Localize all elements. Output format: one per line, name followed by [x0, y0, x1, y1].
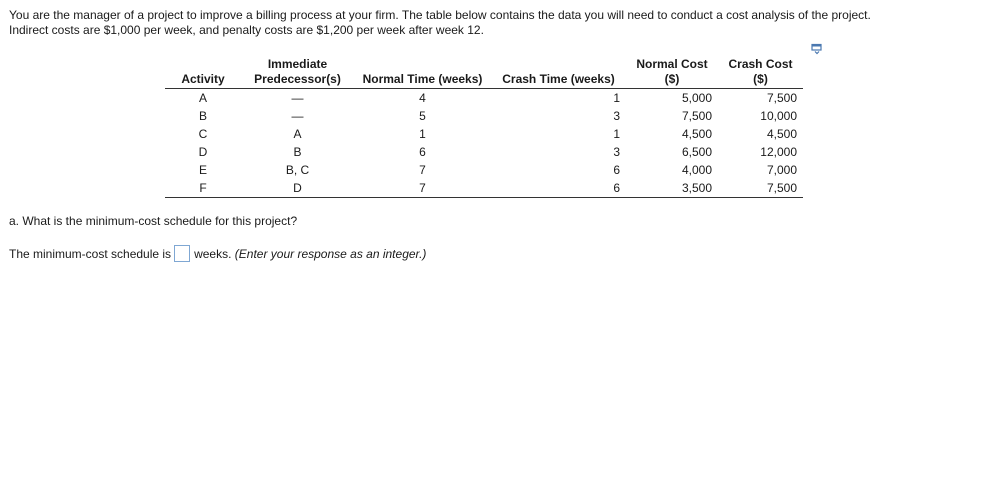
cell-crash-time: 6: [613, 181, 620, 195]
cell-normal-cost: 4,000: [681, 163, 712, 177]
table-row: [165, 125, 803, 143]
cell-activity: B: [198, 109, 207, 123]
cell-crash-time: 3: [613, 109, 620, 123]
cell-activity: A: [198, 91, 207, 105]
cell-crash-cost: 12,000: [760, 145, 797, 159]
answer-hint: (Enter your response as an integer.): [234, 246, 427, 261]
cell-normal-cost: 7,500: [681, 109, 712, 123]
cell-normal-time: 7: [419, 181, 426, 195]
expand-table-icon[interactable]: [811, 43, 823, 55]
cell-crash-cost: 10,000: [760, 109, 797, 123]
cell-normal-time: 4: [419, 91, 426, 105]
cell-normal-time: 1: [419, 127, 426, 141]
header-activity: Activity: [181, 72, 225, 86]
table-header-row: [165, 57, 803, 89]
intro-line-1: You are the manager of a project to improve a billing process at your firm. The table below contains the data you will need to conduct a cost analysis of the project.: [9, 8, 871, 22]
cell-normal-cost: 3,500: [681, 181, 712, 195]
table-row: [165, 179, 803, 198]
answer-prefix: The minimum-cost schedule is: [9, 246, 172, 261]
cell-activity: D: [198, 145, 208, 159]
table-row: [165, 107, 803, 125]
cell-crash-cost: 7,500: [766, 91, 797, 105]
answer-line: [9, 245, 426, 262]
cell-crash-time: 3: [613, 145, 620, 159]
cell-crash-time: 1: [613, 91, 620, 105]
cell-predecessor: —: [291, 91, 304, 105]
problem-intro: [9, 8, 969, 38]
cell-normal-time: 6: [419, 145, 426, 159]
header-crash-cost: Crash Cost ($): [728, 57, 793, 86]
cell-activity: C: [198, 127, 208, 141]
header-normal-cost: Normal Cost ($): [636, 57, 708, 86]
header-predecessors: Immediate Predecessor(s): [254, 57, 341, 86]
cell-crash-cost: 4,500: [766, 127, 797, 141]
answer-suffix: weeks.: [194, 246, 232, 261]
table-row: [165, 143, 803, 161]
question-a: a. What is the minimum-cost schedule for this project?: [9, 214, 298, 228]
cell-crash-time: 6: [613, 163, 620, 177]
cell-normal-cost: 6,500: [681, 145, 712, 159]
cell-predecessor: A: [293, 127, 302, 141]
header-crash-time: Crash Time (weeks): [502, 72, 615, 86]
cell-crash-time: 1: [613, 127, 620, 141]
cell-predecessor: —: [291, 109, 304, 123]
table-row: [165, 161, 803, 179]
cell-activity: E: [198, 163, 207, 177]
cell-normal-cost: 4,500: [681, 127, 712, 141]
cell-normal-time: 5: [419, 109, 426, 123]
table-row: [165, 89, 803, 108]
cell-normal-time: 7: [419, 163, 426, 177]
cell-predecessor: B: [293, 145, 302, 159]
header-normal-time: Normal Time (weeks): [362, 72, 483, 86]
activity-data-table: [165, 57, 803, 198]
cell-crash-cost: 7,500: [766, 181, 797, 195]
answer-input[interactable]: [174, 245, 190, 262]
cell-predecessor: D: [293, 181, 302, 195]
cell-predecessor: B, C: [285, 163, 310, 177]
cell-normal-cost: 5,000: [681, 91, 712, 105]
cell-activity: F: [199, 181, 207, 195]
intro-line-2: Indirect costs are $1,000 per week, and penalty costs are $1,200 per week after week 12.: [9, 23, 484, 37]
cell-crash-cost: 7,000: [766, 163, 797, 177]
